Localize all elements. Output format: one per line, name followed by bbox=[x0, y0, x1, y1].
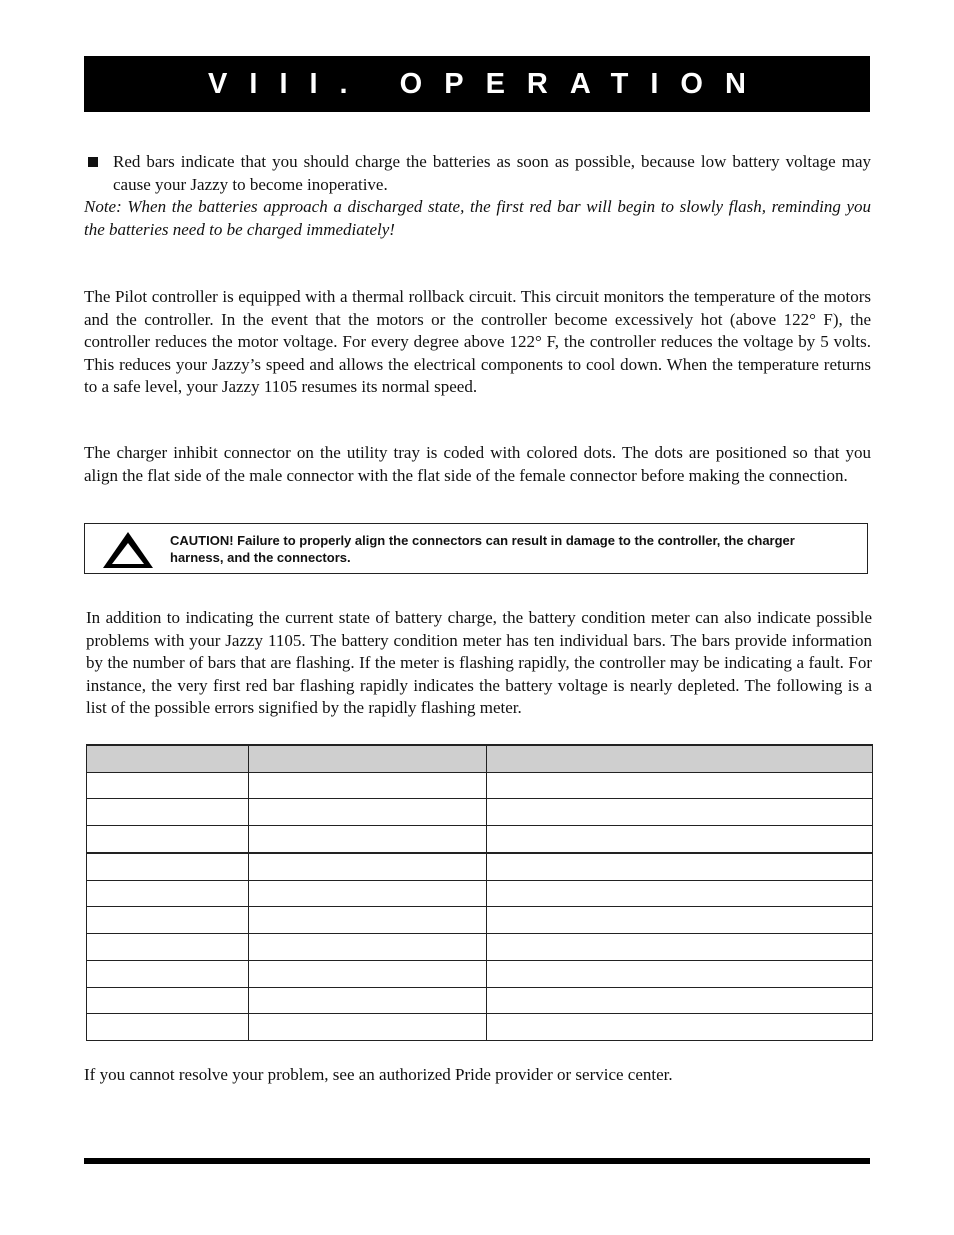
table-row bbox=[87, 853, 873, 880]
table-header-cell bbox=[87, 745, 249, 772]
table-row bbox=[87, 960, 873, 987]
table-row bbox=[87, 799, 873, 826]
closing-paragraph: If you cannot resolve your problem, see an authorized Pride provider or service center. bbox=[84, 1065, 673, 1084]
error-code-table bbox=[86, 744, 873, 1041]
thermal-paragraph: The Pilot controller is equipped with a thermal rollback circuit. This circuit monitors the temperature of the motors and the controller. In the event that the motors or the controller become excessively hot (above 122° F), the controller reduces the motor voltage. For every degree above 122° F, the controller reduces the voltage by 5 volts. This reduces your Jazzy’s speed and allows the electrical components to cool down. When the temperature returns to a safe level, your Jazzy 1105 resumes its normal speed. bbox=[84, 287, 871, 396]
table-row bbox=[87, 987, 873, 1014]
battery-bullet-text: Red bars indicate that you should charge the batteries as soon as possible, because low battery voltage may cause your Jazzy to become inoperative. bbox=[113, 152, 871, 194]
section-title: VIII. OPERATION bbox=[208, 67, 768, 100]
battery-bullet bbox=[84, 151, 871, 241]
table-row bbox=[87, 880, 873, 907]
warning-triangle-icon bbox=[101, 530, 155, 570]
table-header-row bbox=[87, 745, 873, 772]
footer-rule bbox=[84, 1158, 870, 1164]
table-row bbox=[87, 772, 873, 799]
table-row bbox=[87, 826, 873, 853]
square-bullet-icon bbox=[88, 157, 98, 167]
table-row bbox=[87, 907, 873, 934]
table-row bbox=[87, 934, 873, 961]
section-header bbox=[84, 56, 870, 112]
caution-text: CAUTION! Failure to properly align the connectors can result in damage to the controller, the charger harness, and the connectors. bbox=[170, 533, 795, 565]
battery-note: Note: When the batteries approach a discharged state, the first red bar will begin to slowly flash, reminding you the batteries need to be charged immediately! bbox=[84, 197, 871, 239]
caution-box bbox=[84, 523, 868, 574]
table-header-cell bbox=[487, 745, 873, 772]
charger-paragraph: The charger inhibit connector on the utility tray is coded with colored dots. The dots are positioned so that you align the flat side of the male connector with the flat side of the female connector before making the connection. bbox=[84, 443, 871, 485]
meter-paragraph: In addition to indicating the current state of battery charge, the battery condition meter can also indicate possible problems with your Jazzy 1105. The battery condition meter has ten individual bars. The bars provide information by the number of bars that are flashing. If the meter is flashing rapidly, the controller may be indicating a fault. For instance, the very first red bar flashing rapidly indicates the battery voltage is nearly depleted. The following is a list of the possible errors signified by the rapidly flashing meter. bbox=[86, 608, 872, 717]
table-row bbox=[87, 1014, 873, 1041]
table-header-cell bbox=[249, 745, 487, 772]
